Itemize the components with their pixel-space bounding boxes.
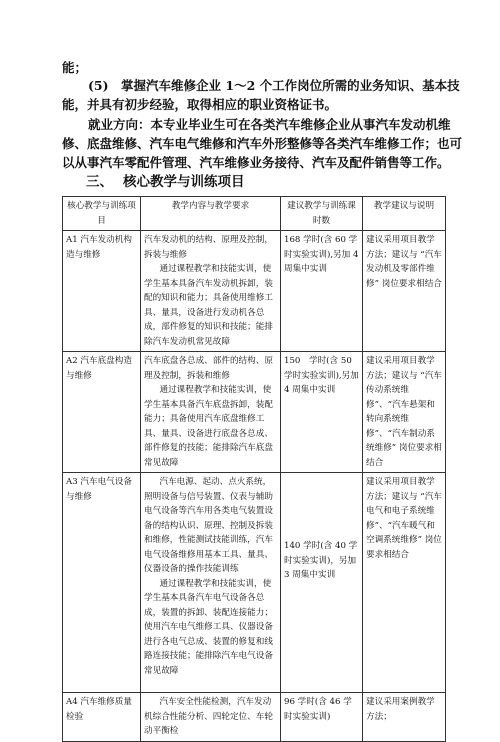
table-row (63, 693, 446, 742)
table-row (63, 231, 446, 352)
content-line: 汽车安全性能检测，汽车发动机综合性能分析、四轮定位、车轮动平衡检 (144, 697, 273, 736)
advice-cell: 建议采用项目教学方法；建议与 “汽车发动机及零部件维修” 岗位要求相结合 (363, 231, 446, 352)
advice-cell: 建议采用项目教学方法；建议与 “汽车传动系统维修”、“汽车悬架和转向系统维修”、“汽车制动系统维修” 岗位要求相结合 (363, 352, 446, 473)
project-cell: A4 汽车维修质量检验 (63, 693, 141, 742)
content-line: 汽车发动机的结构、原理及控制，拆装与维修 (144, 235, 273, 260)
advice-cell: 建议采用项目教学方法；建议与 “汽车电气和电子系统维修”、“汽车暖气和空调系统维修” 岗位要求相结合 (363, 473, 446, 693)
header-hours: 建议教学与训练课时数 (281, 197, 363, 231)
table-row (63, 352, 446, 473)
content-cell (141, 693, 281, 742)
section-title: 核心教学与训练项目 (123, 174, 245, 190)
project-cell: A3 汽车电气设备与维修 (63, 473, 141, 693)
advice-cell: 建议采用案例教学方法； (363, 693, 446, 742)
paragraph-item-5: (5) 掌握汽车维修企业 1～2 个工作岗位所需的业务知识、基本技能，并具有初步经验，取得相应的职业资格证书。 (62, 78, 460, 112)
content-cell (141, 352, 281, 473)
training-projects-table (62, 196, 446, 742)
content-line: 汽车底盘各总成、部件的结构、原理及控制，拆装和维修 (144, 356, 273, 381)
content-line: 通过课程教学和技能实训，使学生基本具备汽车电气设备各总成，装置的拆卸、装配连接能力；使用汽车电气维修工具、仪器设备进行各电气总成、装置的修复和线路连接技能；能排除汽车电气设备常见故障 (144, 578, 273, 676)
content-cell (141, 473, 281, 693)
table-row (63, 473, 446, 693)
header-content: 教学内容与教学要求 (141, 197, 281, 231)
project-cell: A1 汽车发动机构造与维修 (63, 231, 141, 352)
section-number: 三、 (86, 174, 113, 190)
project-cell: A2 汽车底盘构造与维修 (63, 352, 141, 473)
hours-cell: 140 学时(含 40 学时实验实训)，另加 3 周集中实训 (281, 473, 363, 693)
content-line: 汽车电源、起动、点火系统，照明设备与信号装置、仪表与辅助电气设备等汽车用各类电气装置设备的结构认识、原理、控制及拆装和维修，性能测试技能训练，汽车电气设备维修用基本工具、量具、仪器设备的操作技能训练 (144, 477, 273, 574)
content-cell (141, 231, 281, 352)
hours-cell: 150 学时(含 50 学时实验实训),另加 4 周集中实训 (281, 352, 363, 473)
content-line: 通过课程教学和技能实训，使学生基本具备汽车发动机拆卸，装配的知识和能力；具备使用维修工具、量具，设备进行发动机各总成，部件修复的知识和技能；能排除汽车发动机常见故障 (144, 264, 273, 347)
table-header-row (63, 197, 446, 231)
paragraph-employment-direction: 就业方向：本专业毕业生可在各类汽车维修企业从事汽车发动机维修、底盘维修、汽车电气维修和汽车外形整修等各类汽车维修工作；也可以从事汽车零配件管理、汽车维修业务接待、汽车及配件销售等工作。 (62, 117, 463, 170)
header-project: 核心教学与训练项目 (63, 197, 141, 231)
paragraph-continuation: 能； (62, 60, 88, 75)
hours-cell: 168 学时(含 60 学时实验实训),另加 4 周集中实训 (281, 231, 363, 352)
hours-cell: 96 学时(含 46 学时实验实训) (281, 693, 363, 742)
header-advice: 教学建议与说明 (363, 197, 446, 231)
content-line: 通过课程教学和技能实训，使学生基本具备汽车底盘拆卸，装配能力；具备使用汽车底盘维修工具、量具、设备进行底盘各总成、部件修复的技能；能排除汽车底盘常见故障 (144, 385, 273, 468)
section-heading (86, 170, 245, 190)
